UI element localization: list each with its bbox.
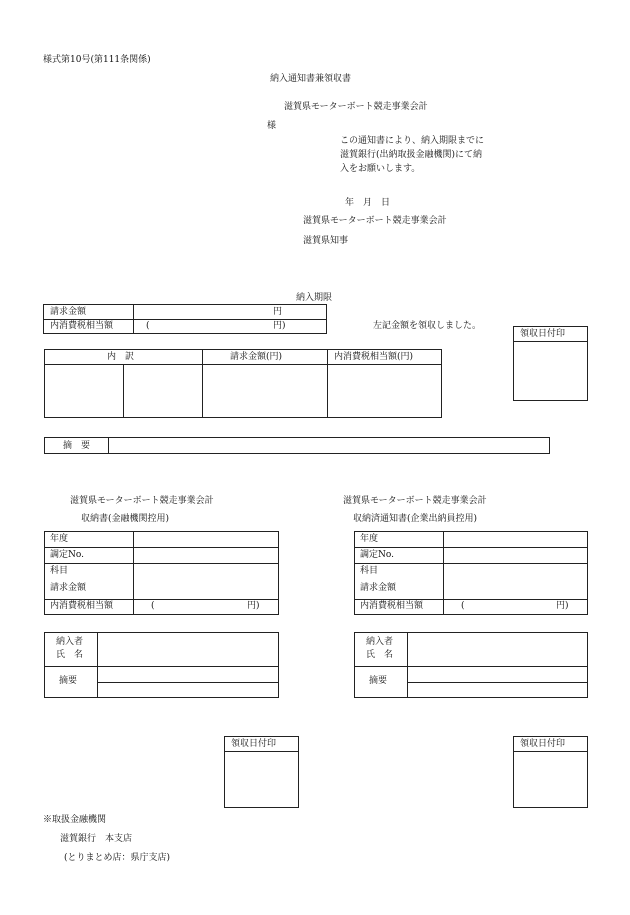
payer-label: 納入者 [56,637,84,647]
left-slip-table [44,531,279,615]
stamp-label: 領収日付印 [520,739,566,749]
received-text: 左記金額を領収しました。 [373,321,482,331]
right-slip-org: 滋賀県モーターボート競走事業会計 [343,496,487,506]
yen-unit: 円 [273,307,283,317]
row-tax-amount: 内消費税相当額 [50,601,114,611]
row-fiscal-year: 年度 [50,534,69,544]
right-slip-table [354,531,588,615]
footer-note: ※取扱金融機関 [43,815,107,825]
row-account: 科目 [360,566,379,576]
payer-memo-label: 摘要 [369,676,388,686]
footer-bank: 滋賀銀行 本支店 [60,834,133,844]
issuer-title: 滋賀県知事 [303,236,349,246]
payer-name-label: 氏 名 [366,650,394,660]
yen-close: 円) [556,601,569,611]
right-slip-name: 収納済通知書(企業出納員控用) [353,514,478,524]
yen-close: 円) [273,321,286,331]
footer-branch: (とりまとめ店：県庁支店) [64,853,171,863]
left-payer-table [44,632,279,698]
issue-date: 年 月 日 [345,198,391,208]
tax-amount-label: 内消費税相当額 [50,321,114,331]
open-paren: ( [461,601,465,611]
breakdown-header-tax: 内消費税相当額(円) [334,352,414,362]
open-paren: ( [146,321,150,331]
stamp-label: 領収日付印 [520,329,566,339]
right-payer-table [354,632,588,698]
breakdown-header-item: 内 訳 [107,352,135,362]
row-assessment-no: 調定No. [360,550,394,560]
row-billing-amount: 請求金額 [50,583,87,593]
memo-row [44,437,550,454]
breakdown-table [44,349,442,418]
open-paren: ( [151,601,155,611]
payer-memo-label: 摘要 [59,676,78,686]
left-slip-org: 滋賀県モーターボート競走事業会計 [70,496,214,506]
row-billing-amount: 請求金額 [360,583,397,593]
billing-amount-label: 請求金額 [50,307,87,317]
deadline-label: 納入期限 [296,293,333,303]
row-assessment-no: 調定No. [50,550,84,560]
notice-line-2: 滋賀銀行(出納取扱金融機関)にて納 [340,150,483,160]
row-account: 科目 [50,566,69,576]
right-stamp-box [513,736,588,808]
memo-label: 摘 要 [63,441,91,451]
form-number: 様式第10号(第111条関係) [43,55,151,65]
addressee-org: 滋賀県モーターボート競走事業会計 [284,102,428,112]
breakdown-header-amount: 請求金額(円) [230,352,283,362]
form-title: 納入通知書兼領収書 [270,74,352,84]
receipt-stamp-box-top [513,326,588,401]
amount-box [43,304,327,334]
row-tax-amount: 内消費税相当額 [360,601,424,611]
row-fiscal-year: 年度 [360,534,379,544]
notice-line-3: 入をお願いします。 [340,164,421,174]
yen-close: 円) [247,601,260,611]
notice-line-1: この通知書により、納入期限までに [340,136,485,146]
payer-label: 納入者 [366,637,394,647]
left-stamp-box [224,736,299,808]
payer-name-label: 氏 名 [56,650,84,660]
stamp-label: 領収日付印 [231,739,277,749]
issuer-org: 滋賀県モーターボート競走事業会計 [303,216,447,226]
left-slip-name: 収納書(金融機関控用) [81,514,170,524]
addressee-honorific: 様 [267,121,277,131]
